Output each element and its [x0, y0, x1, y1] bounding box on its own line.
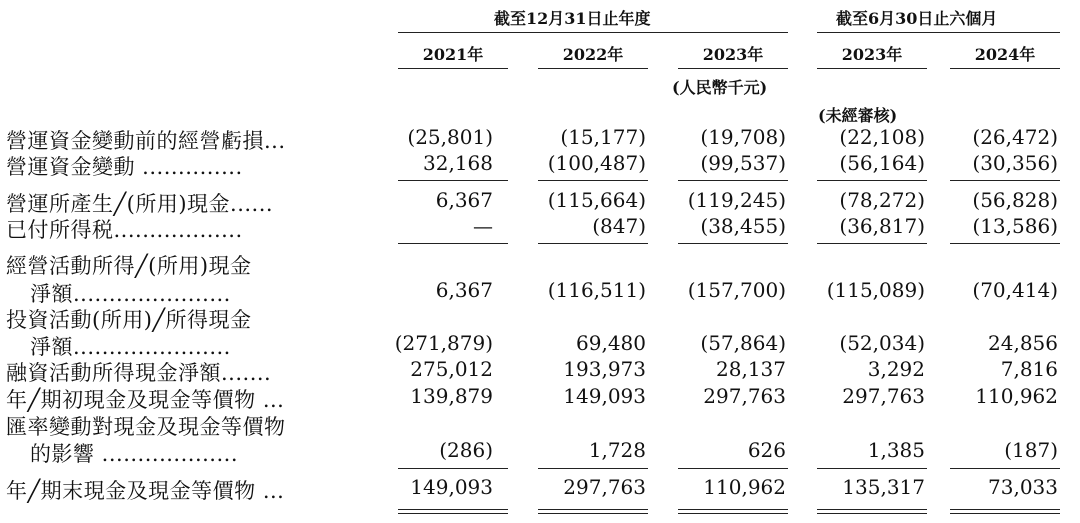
cell-value: (56,828)	[972, 188, 1058, 212]
cell-value: (26,472)	[972, 125, 1058, 149]
cell-value: (36,817)	[839, 214, 925, 238]
cell-value: 193,973	[563, 357, 646, 381]
subtotal-rule	[538, 243, 648, 244]
row-label: 匯率變動對現金及現金等價物	[6, 415, 286, 439]
col-header-2021: 2021年	[422, 45, 484, 64]
double-rule	[678, 509, 788, 514]
row-label: 年╱期初現金及現金等價物 ...	[6, 388, 285, 412]
cell-value: 6,367	[435, 188, 493, 212]
cell-value: 69,480	[576, 331, 646, 355]
cell-value: 73,033	[988, 475, 1058, 499]
unit-note: (人民幣千元)	[672, 78, 768, 97]
col-header-2023: 2023年	[702, 45, 764, 64]
cell-value: 275,012	[410, 357, 493, 381]
cell-value: (22,108)	[839, 125, 925, 149]
subtotal-rule	[678, 243, 788, 244]
cell-value: (271,879)	[394, 331, 493, 355]
header-group-interim: 截至6月30日止六個月	[836, 9, 998, 28]
cell-value: 1,728	[588, 438, 646, 462]
row-label: 已付所得税..................	[6, 218, 243, 242]
unaudited-note: (未經審核)	[818, 106, 898, 125]
cell-value: 7,816	[1000, 357, 1058, 381]
total-rule	[950, 468, 1060, 469]
cell-value: (99,537)	[700, 151, 786, 175]
row-label: 融資活動所得現金淨額.......	[6, 361, 272, 385]
col-header-2024-interim: 2024年	[974, 45, 1036, 64]
col-rule-2	[538, 68, 648, 69]
cell-value: (157,700)	[687, 278, 786, 302]
cell-value: 297,763	[703, 384, 786, 408]
header-group-annual: 截至12月31日止年度	[494, 9, 651, 28]
cell-value: —	[473, 214, 493, 238]
cell-value: (847)	[592, 214, 646, 238]
cell-value: (78,272)	[839, 188, 925, 212]
cell-value: (119,245)	[687, 188, 786, 212]
col-rule-4	[817, 68, 927, 69]
row-label: 營運所產生╱(所用)現金......	[6, 192, 274, 216]
cell-value: 3,292	[867, 357, 925, 381]
cell-value: 110,962	[703, 475, 786, 499]
cell-value: (70,414)	[972, 278, 1058, 302]
cell-value: (56,164)	[839, 151, 925, 175]
cell-value: 28,137	[716, 357, 786, 381]
subtotal-rule	[950, 243, 1060, 244]
row-label-cont: 淨額......................	[30, 335, 231, 359]
cell-value: (25,801)	[407, 125, 493, 149]
cell-value: 6,367	[435, 278, 493, 302]
cell-value: 149,093	[410, 475, 493, 499]
total-rule	[398, 468, 508, 469]
double-rule	[950, 509, 1060, 514]
cell-value: (19,708)	[700, 125, 786, 149]
cell-value: 135,317	[842, 475, 925, 499]
cell-value: (38,455)	[700, 214, 786, 238]
subtotal-rule	[678, 180, 788, 181]
cell-value: (15,177)	[560, 125, 646, 149]
cell-value: (115,664)	[547, 188, 646, 212]
subtotal-rule	[398, 180, 508, 181]
col-rule-3	[678, 68, 788, 69]
row-label-cont: 的影響 ...................	[30, 442, 239, 466]
group-interim-rule	[817, 32, 1060, 33]
cell-value: (286)	[439, 438, 493, 462]
cell-value: 297,763	[842, 384, 925, 408]
row-label: 經營活動所得╱(所用)現金	[6, 254, 252, 278]
col-rule-5	[950, 68, 1060, 69]
subtotal-rule	[538, 180, 648, 181]
cell-value: 32,168	[423, 151, 493, 175]
subtotal-rule	[817, 180, 927, 181]
row-label-cont: 淨額......................	[30, 282, 231, 306]
row-label: 營運資金變動前的經營虧損...	[6, 129, 286, 153]
group-annual-rule	[398, 32, 788, 33]
cell-value: 149,093	[563, 384, 646, 408]
row-label: 營運資金變動 ..............	[6, 155, 243, 179]
cell-value: (13,586)	[972, 214, 1058, 238]
cell-value: 139,879	[410, 384, 493, 408]
col-rule-1	[398, 68, 508, 69]
double-rule	[398, 509, 508, 514]
row-label: 年╱期末現金及現金等價物 ...	[6, 479, 285, 503]
cell-value: (100,487)	[547, 151, 646, 175]
col-header-2023-interim: 2023年	[841, 45, 903, 64]
cell-value: (57,864)	[700, 331, 786, 355]
total-rule	[678, 468, 788, 469]
total-rule	[538, 468, 648, 469]
double-rule	[817, 509, 927, 514]
col-header-2022: 2022年	[562, 45, 624, 64]
cell-value: (52,034)	[839, 331, 925, 355]
subtotal-rule	[950, 180, 1060, 181]
cell-value: (115,089)	[826, 278, 925, 302]
cell-value: (187)	[1004, 438, 1058, 462]
cell-value: 297,763	[563, 475, 646, 499]
cell-value: 1,385	[867, 438, 925, 462]
cell-value: (116,511)	[547, 278, 646, 302]
cell-value: 110,962	[975, 384, 1058, 408]
cell-value: 24,856	[988, 331, 1058, 355]
cell-value: 626	[747, 438, 786, 462]
cell-value: (30,356)	[972, 151, 1058, 175]
subtotal-rule	[817, 243, 927, 244]
row-label: 投資活動(所用)╱所得現金	[6, 308, 252, 332]
double-rule	[538, 509, 648, 514]
total-rule	[817, 468, 927, 469]
subtotal-rule	[398, 243, 508, 244]
